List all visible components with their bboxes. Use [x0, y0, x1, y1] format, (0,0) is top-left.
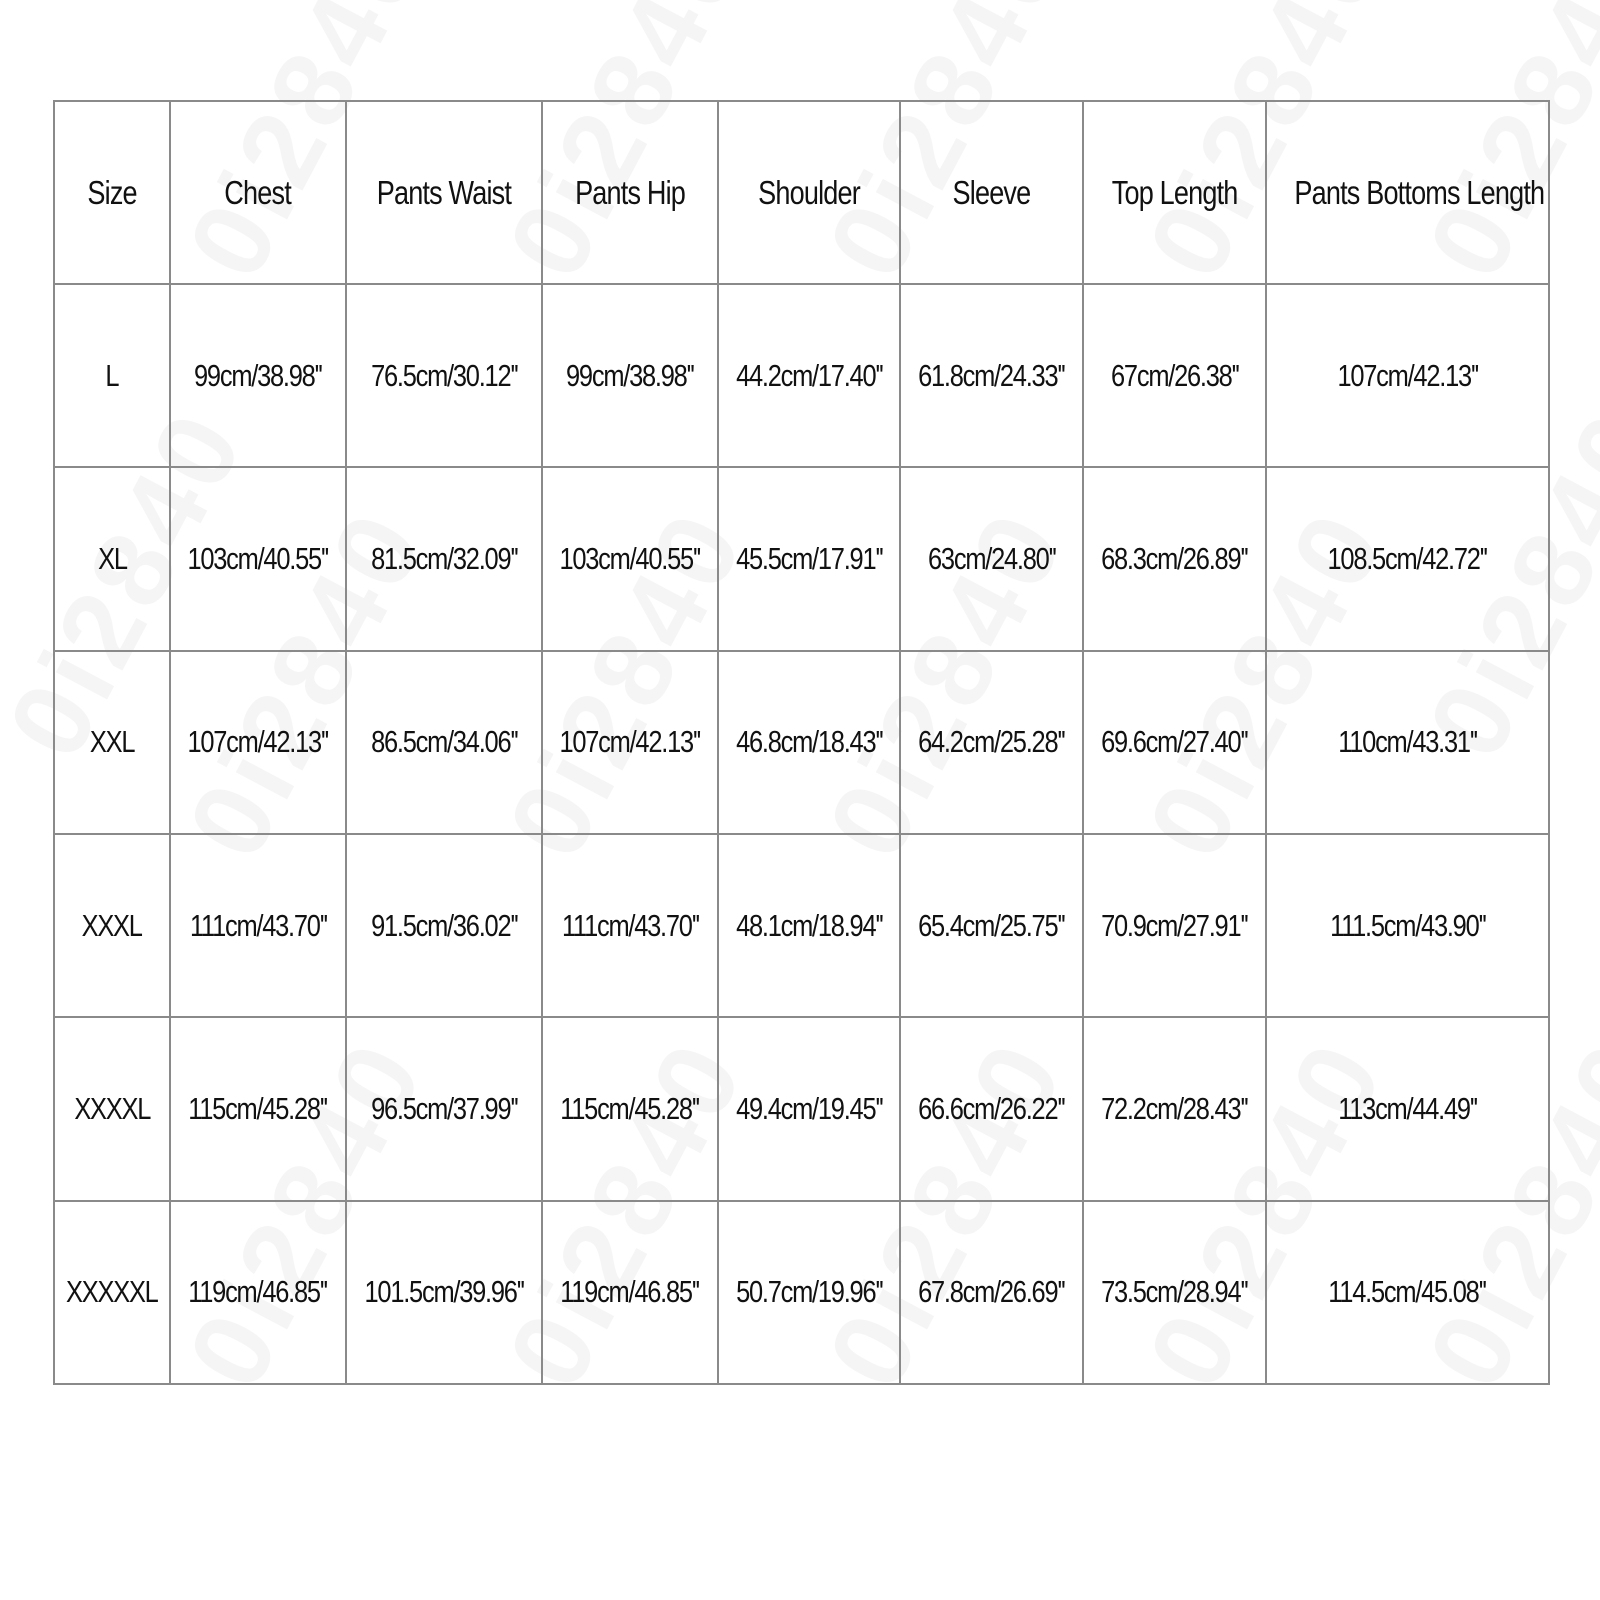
sleeve-cell: 63cm/24.80'': [900, 467, 1083, 650]
column-header-top-length: Top Length: [1083, 101, 1266, 284]
table-row: [54, 651, 1549, 834]
pants-waist-cell: 101.5cm/39.96'': [346, 1201, 542, 1384]
pants-bottoms-length-cell: 111.5cm/43.90'': [1266, 834, 1549, 1017]
column-header-shoulder: Shoulder: [718, 101, 900, 284]
size-cell: L: [54, 284, 170, 467]
pants-waist-cell: 76.5cm/30.12'': [346, 284, 542, 467]
column-header-size: Size: [54, 101, 170, 284]
sleeve-cell: 67.8cm/26.69'': [900, 1201, 1083, 1384]
sleeve-cell: 61.8cm/24.33'': [900, 284, 1083, 467]
pants-waist-cell: 81.5cm/32.09'': [346, 467, 542, 650]
pants-hip-cell: 103cm/40.55'': [542, 467, 718, 650]
shoulder-cell: 50.7cm/19.96'': [718, 1201, 900, 1384]
shoulder-cell: 46.8cm/18.43'': [718, 651, 900, 834]
size-chart-table: [53, 100, 1550, 1385]
pants-waist-cell: 91.5cm/36.02'': [346, 834, 542, 1017]
pants-hip-cell: 99cm/38.98'': [542, 284, 718, 467]
shoulder-cell: 48.1cm/18.94'': [718, 834, 900, 1017]
shoulder-cell: 44.2cm/17.40'': [718, 284, 900, 467]
top-length-cell: 73.5cm/28.94'': [1083, 1201, 1266, 1384]
top-length-cell: 70.9cm/27.91'': [1083, 834, 1266, 1017]
top-length-cell: 69.6cm/27.40'': [1083, 651, 1266, 834]
chest-cell: 99cm/38.98'': [170, 284, 346, 467]
column-header-sleeve: Sleeve: [900, 101, 1083, 284]
pants-hip-cell: 111cm/43.70'': [542, 834, 718, 1017]
table-row: [54, 1201, 1549, 1384]
pants-bottoms-length-cell: 110cm/43.31'': [1266, 651, 1549, 834]
size-cell: XXXXXL: [54, 1201, 170, 1384]
pants-waist-cell: 86.5cm/34.06'': [346, 651, 542, 834]
size-cell: XXXXL: [54, 1017, 170, 1200]
header-row: [54, 101, 1549, 284]
column-header-pants-hip: Pants Hip: [542, 101, 718, 284]
size-cell: XL: [54, 467, 170, 650]
shoulder-cell: 45.5cm/17.91'': [718, 467, 900, 650]
column-header-chest: Chest: [170, 101, 346, 284]
column-header-pants-waist: Pants Waist: [346, 101, 542, 284]
pants-bottoms-length-cell: 114.5cm/45.08'': [1266, 1201, 1549, 1384]
table-row: [54, 284, 1549, 467]
size-cell: XXL: [54, 651, 170, 834]
chest-cell: 103cm/40.55'': [170, 467, 346, 650]
sleeve-cell: 64.2cm/25.28'': [900, 651, 1083, 834]
chest-cell: 111cm/43.70'': [170, 834, 346, 1017]
sleeve-cell: 65.4cm/25.75'': [900, 834, 1083, 1017]
pants-hip-cell: 119cm/46.85'': [542, 1201, 718, 1384]
pants-bottoms-length-cell: 113cm/44.49'': [1266, 1017, 1549, 1200]
top-length-cell: 72.2cm/28.43'': [1083, 1017, 1266, 1200]
table-row: [54, 1017, 1549, 1200]
pants-bottoms-length-cell: 107cm/42.13'': [1266, 284, 1549, 467]
chest-cell: 107cm/42.13'': [170, 651, 346, 834]
top-length-cell: 67cm/26.38'': [1083, 284, 1266, 467]
pants-waist-cell: 96.5cm/37.99'': [346, 1017, 542, 1200]
sleeve-cell: 66.6cm/26.22'': [900, 1017, 1083, 1200]
pants-hip-cell: 115cm/45.28'': [542, 1017, 718, 1200]
column-header-pants-bottoms-length: Pants Bottoms Length: [1266, 101, 1549, 284]
table-row: [54, 467, 1549, 650]
chest-cell: 119cm/46.85'': [170, 1201, 346, 1384]
size-cell: XXXL: [54, 834, 170, 1017]
chest-cell: 115cm/45.28'': [170, 1017, 346, 1200]
table-row: [54, 834, 1549, 1017]
pants-bottoms-length-cell: 108.5cm/42.72'': [1266, 467, 1549, 650]
pants-hip-cell: 107cm/42.13'': [542, 651, 718, 834]
top-length-cell: 68.3cm/26.89'': [1083, 467, 1266, 650]
shoulder-cell: 49.4cm/19.45'': [718, 1017, 900, 1200]
